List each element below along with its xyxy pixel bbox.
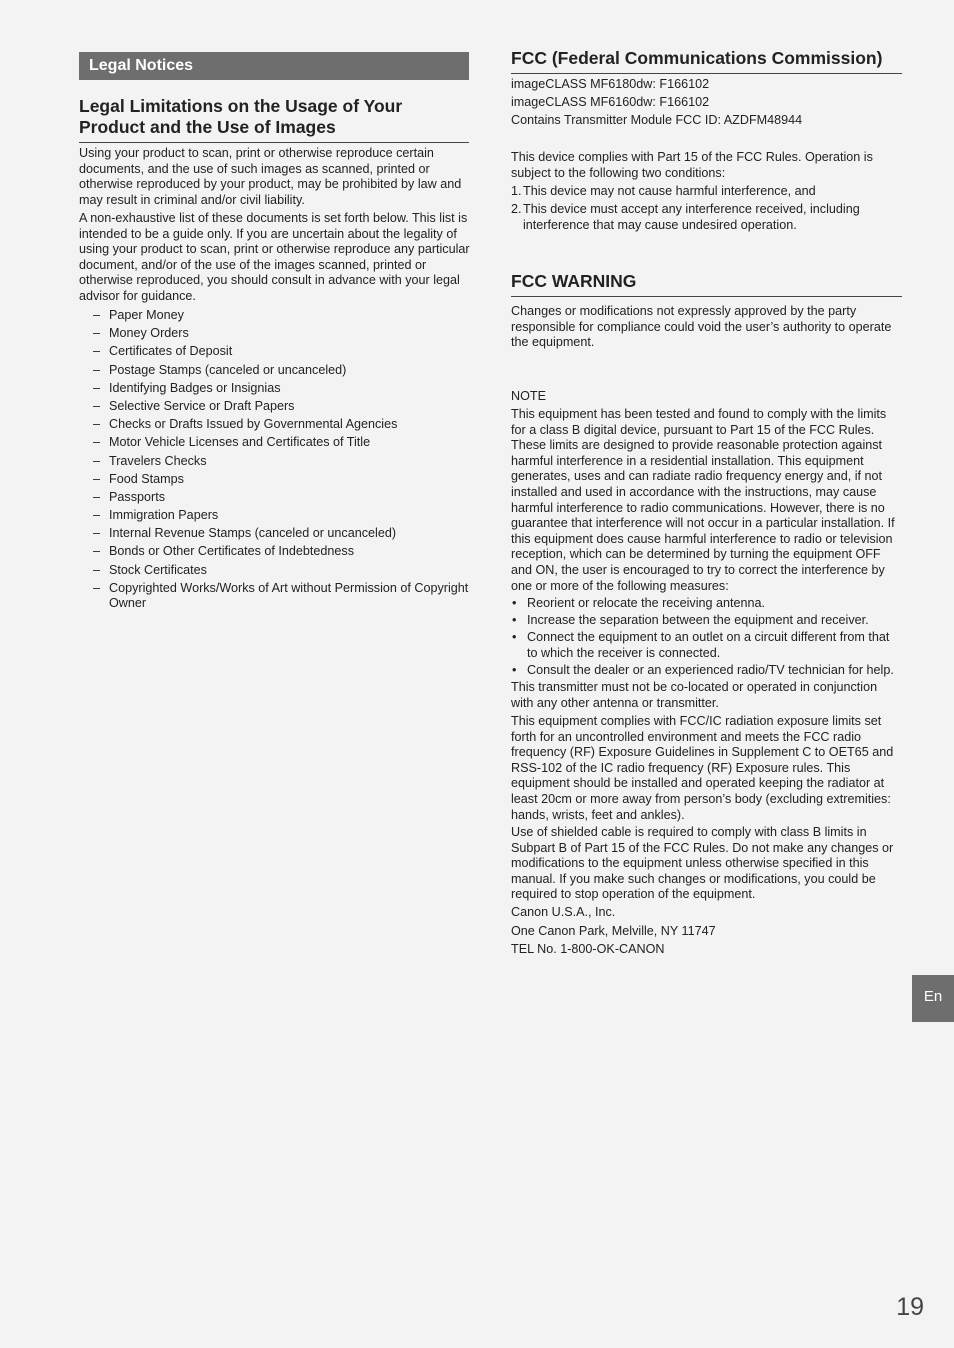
measures-list bbox=[511, 596, 902, 680]
list-item: – Money Orders bbox=[93, 326, 189, 341]
list-item: • Increase the separation between the equipment and receiver. bbox=[512, 613, 869, 628]
list-item: • Consult the dealer or an experienced radio/TV technician for help. bbox=[512, 663, 894, 678]
list-item: – Selective Service or Draft Papers bbox=[93, 398, 295, 413]
list-item: – Immigration Papers bbox=[93, 508, 219, 523]
list-item: – Motor Vehicle Licenses and Certificates of Title bbox=[93, 435, 371, 450]
company-address: One Canon Park, Melville, NY 11747 bbox=[511, 924, 716, 938]
list-item: – Internal Revenue Stamps (canceled or uncanceled) bbox=[93, 526, 397, 541]
list-item: – Identifying Badges or Insignias bbox=[93, 380, 281, 395]
list-item: – Stock Certificates bbox=[93, 562, 207, 577]
warning-paragraph: Changes or modifications not expressly approved by the party responsible for compliance could void the user’s authority to operate the equipment. bbox=[511, 304, 892, 350]
company-phone: TEL No. 1-800-OK-CANON bbox=[511, 942, 665, 956]
condition-2: 2. This device must accept any interference received, including interference that may cause undesired operation. bbox=[511, 202, 860, 232]
note-label: NOTE bbox=[511, 389, 546, 403]
language-tab: En bbox=[912, 975, 954, 1022]
list-item: – Certificates of Deposit bbox=[93, 344, 233, 359]
model-line-2: imageCLASS MF6160dw: F166102 bbox=[511, 95, 710, 109]
shielded-cable-paragraph: Use of shielded cable is required to comply with class B limits in Subpart B of Part 15 of the FCC Rules. Do not make any changes or modifications to the equipment unless otherwise specified in this manual. If you make such changes or modifications, you could be required to stop operation of the equipment. bbox=[511, 825, 894, 902]
condition-1: 1. This device may not cause harmful interference, and bbox=[511, 184, 816, 198]
list-item: – Checks or Drafts Issued by Governmental Agencies bbox=[93, 417, 398, 432]
company-name: Canon U.S.A., Inc. bbox=[511, 905, 616, 919]
transmitter-module-line: Contains Transmitter Module FCC ID: AZDFM48944 bbox=[511, 113, 803, 127]
guide-paragraph: A non-exhaustive list of these documents is set forth below. This list is intended to be a guide only. If you are uncertain about the legality of using your product to scan, print or otherwise reproduce any particular document, and/or of the use of the images scanned, printed or otherwise reproduced, you should consult in advance with your legal advisor for guidance. bbox=[79, 211, 470, 303]
list-item: – Passports bbox=[93, 489, 165, 504]
colocated-paragraph: This transmitter must not be co-located or operated in conjunction with any other antenna or transmitter. bbox=[511, 680, 878, 710]
page-number: 19 bbox=[896, 1293, 924, 1321]
list-item: – Paper Money bbox=[93, 308, 184, 322]
model-line-1: imageCLASS MF6180dw: F166102 bbox=[511, 77, 710, 91]
fcc-warning-title: FCC WARNING bbox=[511, 271, 902, 297]
legal-limitations-title: Legal Limitations on the Usage of Your Product and the Use of Images bbox=[79, 96, 469, 143]
note-paragraph: This equipment has been tested and found to comply with the limits for a class B digital device, pursuant to Part 15 of the FCC Rules. These limits are designed to provide reasonable protection against harmful interference in a residential installation. This equipment generates, uses and can radiate radio frequency energy and, if not installed and used in accordance with the instructions, may cause harmful interference to radio communications. However, there is no guarantee that interference will not occur in a particular installation. If this equipment does cause harmful interference to radio or television reception, which can be determined by turning the equipment OFF and ON, the user is encouraged to try to correct the interference by one or more of the following measures: bbox=[511, 407, 895, 593]
prohibited-documents-list bbox=[79, 308, 469, 615]
fcc-title: FCC (Federal Communications Commission) bbox=[511, 48, 902, 74]
list-item: – Food Stamps bbox=[93, 471, 184, 486]
list-item: – Copyrighted Works/Works of Art without Permission of Copyright Owner bbox=[93, 580, 469, 611]
rf-exposure-paragraph: This equipment complies with FCC/IC radiation exposure limits set forth for an uncontrolled environment and meets the FCC radio frequency (RF) Exposure Guidelines in Supplement C to OET65 and RSS-102 of the IC radio frequency (RF) Exposure rules. This equipment should be installed and operated keeping the radiator at least 20cm or more away from person’s body (excluding extremities: hands, wrists, feet and ankles). bbox=[511, 714, 894, 822]
list-item: – Postage Stamps (canceled or uncanceled) bbox=[93, 362, 347, 377]
list-item: • Connect the equipment to an outlet on a circuit different from that to which the receiver is connected. bbox=[512, 630, 890, 660]
section-bar-legal-notices: Legal Notices bbox=[79, 52, 469, 80]
list-item: – Bonds or Other Certificates of Indebtedness bbox=[93, 544, 355, 559]
intro-paragraph: Using your product to scan, print or otherwise reproduce certain documents, and the use of such images as scanned, printed or otherwise reproduced by your product, may be prohibited by law and may result in criminal and/or civil liability. bbox=[79, 146, 462, 207]
list-item: – Travelers Checks bbox=[93, 453, 207, 468]
complies-paragraph: This device complies with Part 15 of the FCC Rules. Operation is subject to the following two conditions: bbox=[511, 150, 873, 180]
list-item: • Reorient or relocate the receiving antenna. bbox=[512, 596, 766, 610]
